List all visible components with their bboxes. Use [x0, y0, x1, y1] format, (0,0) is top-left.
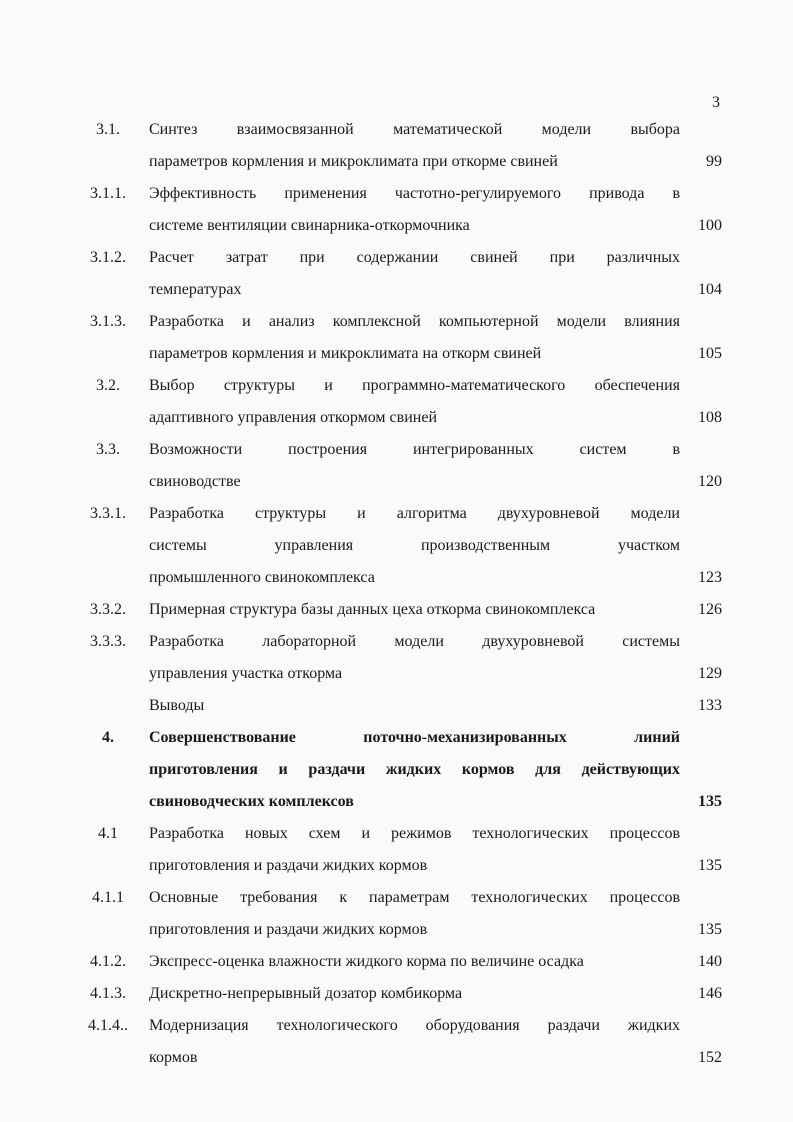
toc-entry-number: 4.1 [98, 825, 118, 842]
toc-entry-line [0, 210, 793, 242]
toc-entry-number: 4.1.3. [90, 985, 126, 1002]
toc-entry-page: 104 [698, 281, 722, 298]
toc-entry [0, 946, 793, 978]
toc-entry [0, 818, 793, 882]
toc-entry-number: 4. [102, 729, 114, 746]
toc-entry-line [0, 978, 793, 1010]
toc-entry-line [0, 722, 793, 754]
toc-entry-line [0, 594, 793, 626]
toc-entry-number: 3.3.3. [90, 633, 126, 650]
toc-entry-page: 105 [698, 345, 722, 362]
toc-entry-number: 4.1.2. [90, 953, 126, 970]
toc-entry-page: 99 [706, 153, 722, 170]
toc-entry-line [0, 754, 793, 786]
toc-entry-title: Модернизация технологического оборудования раздачи жидких [149, 1017, 680, 1034]
page-number: 3 [712, 94, 720, 111]
toc-entry-number: 3.1.2. [90, 249, 126, 266]
toc-entry-title: температурах [149, 281, 242, 298]
toc-entry-title: Экспресс-оценка влажности жидкого корма по величине осадка [149, 953, 584, 970]
toc-entry-title: Возможности построения интегрированных систем в [149, 441, 680, 458]
toc-entry-page: 108 [698, 409, 722, 426]
toc-entry-title: Разработка и анализ комплексной компьютерной модели влияния [149, 313, 680, 330]
table-of-contents [0, 114, 793, 1074]
toc-entry-line [0, 786, 793, 818]
toc-entry-line [0, 1010, 793, 1042]
toc-entry-line [0, 306, 793, 338]
toc-entry-title: параметров кормления и микроклимата на откорм свиней [149, 345, 542, 362]
toc-entry-line [0, 370, 793, 402]
toc-entry-line [0, 882, 793, 914]
toc-entry-line [0, 402, 793, 434]
toc-entry-line [0, 530, 793, 562]
toc-entry-line [0, 242, 793, 274]
toc-entry-page: 123 [698, 569, 722, 586]
toc-entry-title: Дискретно-непрерывный дозатор комбикорма [149, 985, 463, 1002]
toc-entry-number: 3.3. [96, 441, 120, 458]
toc-entry [0, 882, 793, 946]
toc-entry [0, 626, 793, 690]
toc-entry-line [0, 178, 793, 210]
toc-entry-line [0, 146, 793, 178]
toc-entry-page: 100 [698, 217, 722, 234]
toc-entry [0, 690, 793, 722]
toc-entry-title: системы управления производственным участком [149, 537, 680, 554]
toc-entry-page: 135 [698, 857, 722, 874]
toc-entry-line [0, 434, 793, 466]
toc-entry-page: 146 [698, 985, 722, 1002]
toc-entry-line [0, 1042, 793, 1074]
toc-entry-title: промышленного свинокомплекса [149, 569, 375, 586]
toc-entry-title: приготовления и раздачи жидких кормов [149, 921, 428, 938]
toc-entry [0, 242, 793, 306]
toc-entry-number: 4.1.1 [92, 889, 124, 906]
toc-entry-title: управления участка откорма [149, 665, 343, 682]
toc-entry-line [0, 850, 793, 882]
toc-entry-title: системе вентиляции свинарника-откормочника [149, 217, 470, 234]
toc-entry [0, 978, 793, 1010]
toc-entry-line [0, 466, 793, 498]
toc-entry [0, 114, 793, 178]
toc-entry [0, 178, 793, 242]
toc-entry-line [0, 562, 793, 594]
toc-entry-title: кормов [149, 1049, 198, 1066]
toc-entry-number: 3.3.2. [90, 601, 126, 618]
toc-entry-title: свиноводческих комплексов [149, 793, 354, 810]
toc-entry-line [0, 274, 793, 306]
toc-entry-line [0, 690, 793, 722]
toc-entry-number: 4.1.4.. [88, 1017, 128, 1034]
toc-entry [0, 498, 793, 594]
toc-entry-page: 135 [698, 793, 722, 810]
toc-entry-number: 3.1.1. [90, 185, 126, 202]
toc-entry-line [0, 946, 793, 978]
toc-entry-page: 135 [698, 921, 722, 938]
toc-entry-line [0, 114, 793, 146]
toc-entry-line [0, 338, 793, 370]
toc-entry-title: Разработка лабораторной модели двухуровневой системы [149, 633, 680, 650]
toc-entry-line [0, 914, 793, 946]
toc-entry-title: приготовления и раздачи жидких кормов для действующих [149, 761, 680, 778]
toc-entry-title: Выбор структуры и программно-математического обеспечения [149, 377, 680, 394]
toc-entry-title: Расчет затрат при содержании свиней при различных [149, 249, 680, 266]
toc-entry-number: 3.1.3. [90, 313, 126, 330]
toc-entry-title: свиноводстве [149, 473, 241, 490]
toc-entry-title: Основные требования к параметрам технологических процессов [149, 889, 680, 906]
toc-entry-page: 129 [698, 665, 722, 682]
toc-entry-title: адаптивного управления откормом свиней [149, 409, 437, 426]
toc-entry-number: 3.1. [96, 121, 120, 138]
toc-entry [0, 434, 793, 498]
toc-entry-title: параметров кормления и микроклимата при откорме свиней [149, 153, 558, 170]
toc-entry [0, 722, 793, 818]
toc-entry [0, 370, 793, 434]
toc-entry-page: 120 [698, 473, 722, 490]
toc-entry-page: 126 [698, 601, 722, 618]
toc-entry [0, 1010, 793, 1074]
toc-entry-number: 3.2. [96, 377, 120, 394]
toc-entry-title: Совершенствование поточно-механизированных линий [149, 729, 680, 746]
toc-entry-title: Разработка структуры и алгоритма двухуровневой модели [149, 505, 680, 522]
toc-entry-page: 152 [698, 1049, 722, 1066]
toc-entry-line [0, 626, 793, 658]
toc-entry [0, 594, 793, 626]
toc-entry-title: Синтез взаимосвязанной математической модели выбора [149, 121, 680, 138]
toc-entry-title: Выводы [149, 697, 205, 714]
toc-entry-line [0, 658, 793, 690]
toc-entry-line [0, 818, 793, 850]
toc-entry [0, 306, 793, 370]
toc-entry-page: 140 [698, 953, 722, 970]
toc-entry-title: Разработка новых схем и режимов технологических процессов [149, 825, 680, 842]
toc-entry-line [0, 498, 793, 530]
toc-entry-title: Эффективность применения частотно-регулируемого привода в [149, 185, 680, 202]
toc-entry-number: 3.3.1. [90, 505, 126, 522]
toc-entry-page: 133 [698, 697, 722, 714]
toc-entry-title: Примерная структура базы данных цеха откорма свинокомплекса [149, 601, 596, 618]
toc-entry-title: приготовления и раздачи жидких кормов [149, 857, 428, 874]
